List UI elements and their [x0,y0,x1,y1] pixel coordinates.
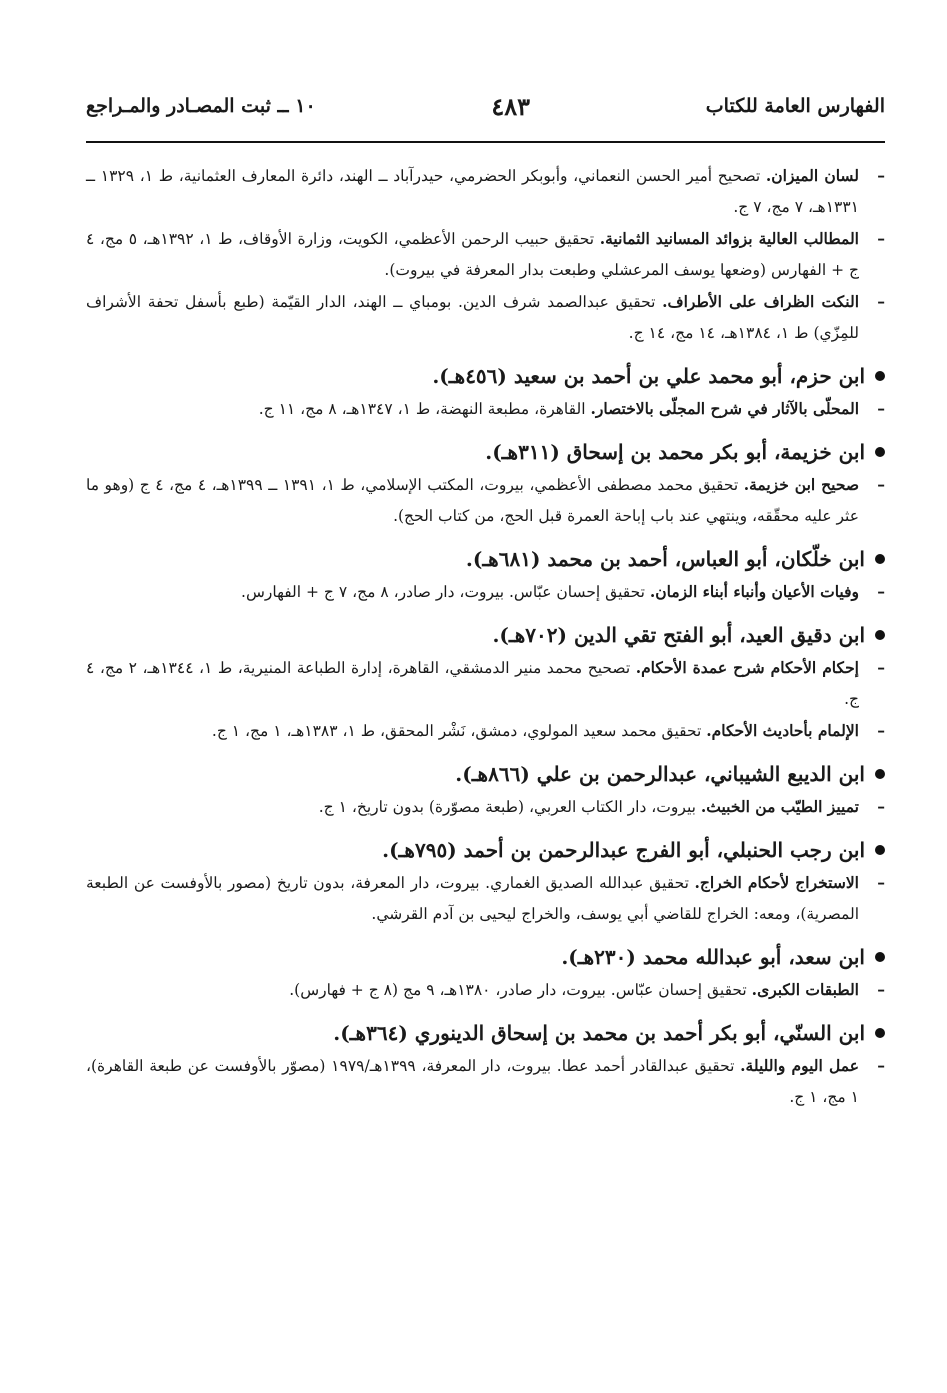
bibliography-entry [86,1016,885,1113]
work-details: تحقيق حبيب الرحمن الأعظمي، الكويت، وزارة الأوقاف، ط ١، ١٣٩٢هـ، ٥ مج، ٤ ج + الفهارس (وضعها يوسف المرعشلي وطبعت بدار المعرفة في بيروت). [86,230,859,279]
header-rule [86,141,885,143]
dash-marker: – [877,229,885,248]
author-heading [86,618,885,652]
bullet-icon [875,630,885,640]
bullet-icon [875,769,885,779]
bibliography-entry [86,833,885,930]
author-heading [86,757,885,791]
work-item [86,286,885,349]
author-name: ابن حزم، أبو محمد علي بن أحمد بن سعيد (٤٥٦هـ). [432,364,865,388]
dash-marker: – [877,658,885,677]
bibliography-entry [86,359,885,425]
work-title: الإلمام بأحاديث الأحكام. [706,721,859,740]
work-item [86,867,885,930]
author-name: ابن سعد، أبو عبدالله محمد (٢٣٠هـ). [561,945,865,969]
author-heading [86,359,885,393]
author-name: ابن الديبع الشيباني، عبدالرحمن بن علي (٨٦٦هـ). [455,762,865,786]
work-title: لسان الميزان. [765,166,859,185]
author-name: ابن خزيمة، أبو بكر محمد بن إسحاق (٣١١هـ). [485,440,865,464]
work-title: تمييز الطيّب من الخبيث. [700,797,859,816]
dash-marker: – [877,475,885,494]
author-name: ابن رجب الحنبلي، أبو الفرج عبدالرحمن بن أحمد (٧٩٥هـ). [382,838,865,862]
bullet-icon [875,371,885,381]
work-title: صحيح ابن خزيمة. [743,475,860,494]
dash-marker: – [877,721,885,740]
work-item [86,1050,885,1113]
work-details: تحقيق عبدالله الصديق الغماري. بيروت، دار المعرفة، بدون تاريخ (مصور بالأوفست عن الطبعة المصرية)، ومعه: الخراج للقاضي أبي يوسف، والخراج ليحيى بن آدم القرشي. [86,874,859,923]
work-item [86,715,885,747]
author-name: ابن خلّكان، أبو العباس، أحمد بن محمد (٦٨١هـ). [465,547,865,571]
work-details: تحقيق عبدالصمد شرف الدين. بومباي ــ الهند، الدار القيّمة (طبع بأسفل تحفة الأشراف للمِزّي) ط ١، ١٣٨٤هـ، ١٤ مج، ١٤ ج. [86,293,859,342]
bibliography-entry [86,160,885,349]
dash-marker: – [877,292,885,311]
work-item [86,791,885,823]
work-item [86,469,885,532]
running-header [86,86,885,126]
work-item [86,974,885,1006]
dash-marker: – [877,873,885,892]
author-name: ابن السنّي، أبو بكر أحمد بن محمد بن إسحاق الدينوري (٣٦٤هـ). [333,1021,865,1045]
work-item [86,160,885,223]
section-title: ١٠ ــ ثبت المصـادر والمـراجع [86,95,316,117]
dash-marker: – [877,980,885,999]
work-title: وفيات الأعيان وأنباء أبناء الزمان. [649,582,859,601]
bibliography-entry [86,542,885,608]
work-title: الاستخراج لأحكام الخراج. [694,873,859,892]
work-item [86,652,885,715]
work-details: تحقيق عبدالقادر أحمد عطا. بيروت، دار المعرفة، ١٣٩٩هـ/١٩٧٩ (مصوّر بالأوفست عن طبعة القاهرة)، ١ مج، ١ ج. [86,1057,859,1106]
author-heading [86,1016,885,1050]
dash-marker: – [877,399,885,418]
author-heading [86,940,885,974]
page-number: ٤٨٣ [491,91,531,121]
book-title: الفهارس العامة للكتاب [705,95,885,117]
bullet-icon [875,1028,885,1038]
work-details: تحقيق إحسان عبّاس. بيروت، دار صادر، ٨ مج، ٧ ج + الفهارس. [241,583,645,601]
bibliography-list [86,160,885,1113]
dash-marker: – [877,1056,885,1075]
author-name: ابن دقيق العيد، أبو الفتح تقي الدين (٧٠٢هـ). [492,623,865,647]
author-heading [86,542,885,576]
work-title: عمل اليوم والليلة. [740,1056,860,1075]
dash-marker: – [877,582,885,601]
work-details: تصحيح أمير الحسن النعماني، وأبوبكر الحضرمي، حيدرآباد ــ الهند، دائرة المعارف العثمانية، ط ١، ١٣٢٩ ــ ١٣٣١هـ، ٧ مج، ٧ ج. [86,167,859,216]
author-heading [86,833,885,867]
bullet-icon [875,952,885,962]
work-details: تحقيق محمد سعيد المولوي، دمشق، نَشْر المحقق، ط ١، ١٣٨٣هـ، ١ مج، ١ ج. [211,722,702,740]
dash-marker: – [877,797,885,816]
work-details: القاهرة، مطبعة النهضة، ط ١، ١٣٤٧هـ، ٨ مج، ١١ ج. [258,400,586,418]
author-heading [86,435,885,469]
work-title: الطبقات الكبرى. [751,980,859,999]
bibliography-entry [86,940,885,1006]
work-title: النكت الظراف على الأطراف. [662,292,859,311]
work-details: بيروت، دار الكتاب العربي، (طبعة مصوّرة) بدون تاريخ، ١ ج. [318,798,696,816]
work-item [86,223,885,286]
work-title: المحلّى بالآثار في شرح المجلّى بالاختصار. [590,399,859,418]
book-page [86,0,885,1393]
bullet-icon [875,554,885,564]
work-title: المطالب العالية بزوائد المسانيد الثمانية. [599,229,859,248]
bibliography-entry [86,757,885,823]
bibliography-entry [86,435,885,532]
work-details: تصحيح محمد منير الدمشقي، القاهرة، إدارة الطباعة المنيرية، ط ١، ١٣٤٤هـ، ٢ مج، ٤ ج. [86,659,859,708]
dash-marker: – [877,166,885,185]
bibliography-entry [86,618,885,747]
bullet-icon [875,447,885,457]
work-item [86,576,885,608]
work-title: إحكام الأحكام شرح عمدة الأحكام. [635,658,859,677]
work-item [86,393,885,425]
work-details: تحقيق إحسان عبّاس. بيروت، دار صادر، ١٣٨٠هـ، ٩ مج (٨ ج + فهارس). [289,981,747,999]
work-details: تحقيق محمد مصطفى الأعظمي، بيروت، المكتب الإسلامي، ط ١، ١٣٩١ ــ ١٣٩٩هـ، ٤ مج، ٤ ج (وهو ما عثر عليه محقّقه، وينتهي عند باب إباحة العمرة قبل الحج، من كتاب الحج). [86,476,859,525]
bullet-icon [875,845,885,855]
